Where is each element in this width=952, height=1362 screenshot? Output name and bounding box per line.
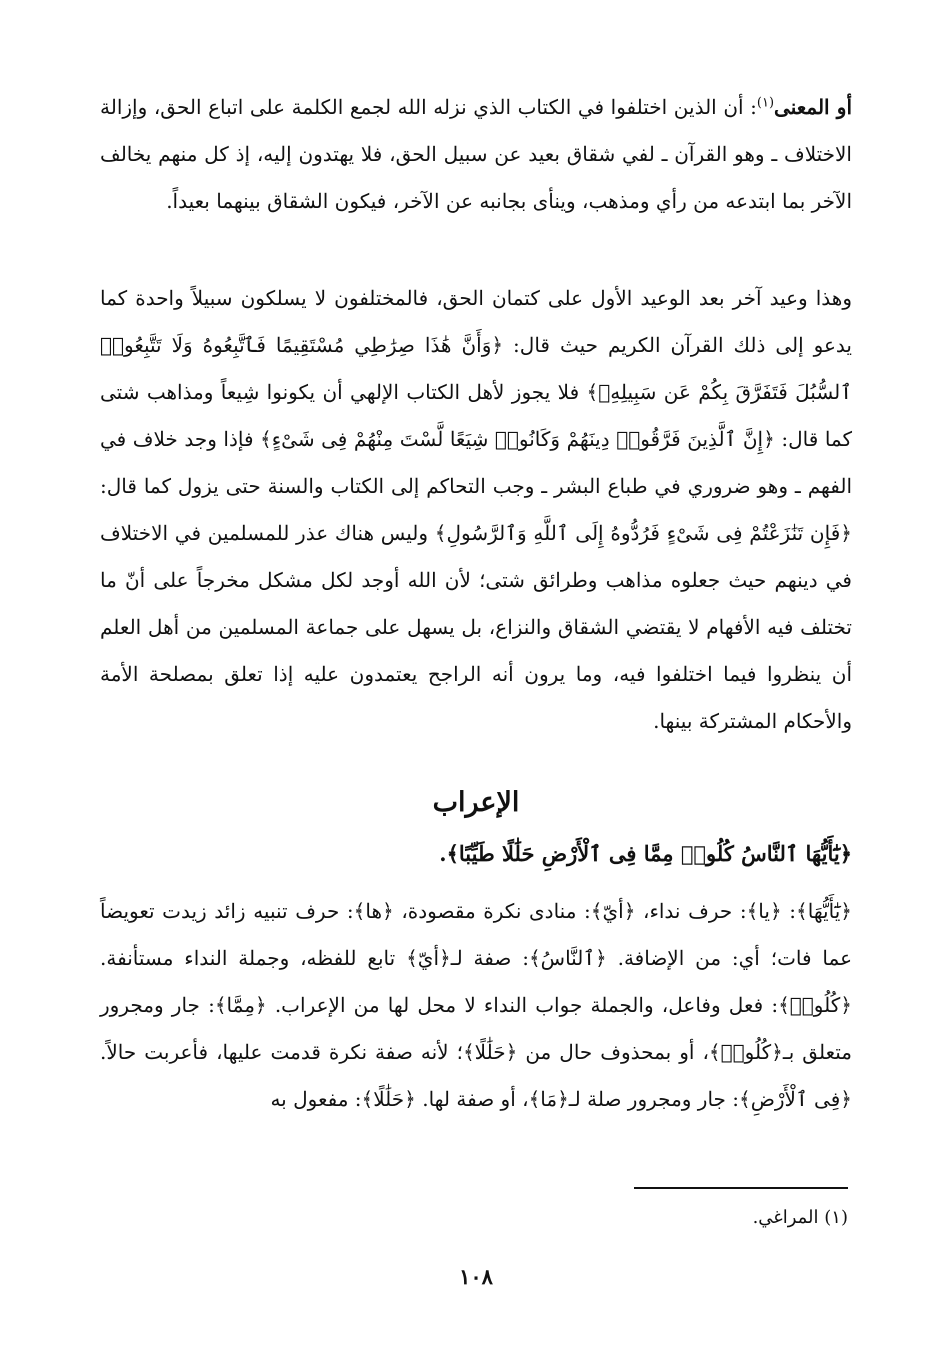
footnote-divider <box>634 1187 848 1189</box>
paragraph-1-lead: أو المعنى <box>774 95 852 119</box>
paragraph-3 <box>100 888 852 1123</box>
paragraph-1 <box>100 84 852 225</box>
paragraph-2 <box>100 275 852 745</box>
section-heading: الإعراب <box>432 787 520 818</box>
footnote: (١) المراغي. <box>752 1207 848 1228</box>
page-number: ١٠٨ <box>459 1264 493 1289</box>
footnote-marker: (١) <box>756 95 775 111</box>
verse-title: ﴿يَٰٓأَيُّهَا ٱلنَّاسُ كُلُوا۟ مِمَّا فِى ٱلْأَرْضِ حَلَٰلًا طَيِّبًا﴾. <box>439 841 852 866</box>
paragraph-3-body: ﴿يَٰٓأَيُّهَا﴾: ﴿يا﴾: حرف نداء، ﴿أيّ﴾: منادى نكرة مقصودة، ﴿ها﴾: حرف تنبيه زائد زيدت تعويضاً عما فات؛ أي: من الإضافة. ﴿ٱلنَّاسُ﴾: صفة لـ﴿أيّ﴾ تابع للفظه، وجملة النداء مستأنفة. ﴿كُلُوا۟﴾: فعل وفاعل، والجملة جواب النداء لا محل لها من الإعراب. ﴿مِمَّا﴾: جار ومجرور متعلق بـ﴿كُلُوا۟﴾، أو بمحذوف حال من ﴿حَلَٰلًا﴾؛ لأنه صفة نكرة قدمت عليها، فأعربت حالاً. ﴿فِى ٱلْأَرْضِ﴾: جار ومجرور صلة لـ﴿مَا﴾، أو صفة لها. ﴿حَلَٰلًا﴾: مفعول به <box>100 899 852 1111</box>
paragraph-2-body: وهذا وعيد آخر بعد الوعيد الأول على كتمان الحق، فالمختلفون لا يسلكون سبيلاً واحدة كما يدعو إلى ذلك القرآن الكريم حيث قال: ﴿وَأَنَّ هَٰذَا صِرَٰطِي مُسْتَقِيمًا فَٱتَّبِعُوهُ وَلَا تَتَّبِعُوا۟ ٱلسُّبُلَ فَتَفَرَّقَ بِكُمْ عَن سَبِيلِهِۦ﴾ فلا يجوز لأهل الكتاب الإلهي أن يكونوا شِيعاً ومذاهب شتى كما قال: ﴿إِنَّ ٱلَّذِينَ فَرَّقُوا۟ دِينَهُمْ وَكَانُوا۟ شِيَعًا لَّسْتَ مِنْهُمْ فِى شَىْءٍ﴾ فإذا وجد خلاف في الفهم ـ وهو ضروري في طباع البشر ـ وجب التحاكم إلى الكتاب والسنة حتى يزول كما قال: ﴿فَإِن تَنَٰزَعْتُمْ فِى شَىْءٍ فَرُدُّوهُ إِلَى ٱللَّهِ وَٱلرَّسُولِ﴾ وليس هناك عذر للمسلمين في الاختلاف في دينهم حيث جعلوه مذاهب وطرائق شتى؛ لأن الله أوجد لكل مشكل مخرجاً على أنّ ما تختلف فيه الأفهام لا يقتضي الشقاق والنزاع، بل يسهل على جماعة المسلمين من أهل العلم أن ينظروا فيما اختلفوا فيه، وما يرون أنه الراجح يعتمدون عليه إذا تعلق بمصلحة الأمة والأحكام المشتركة بينها. <box>100 286 852 733</box>
paragraph-1-body: : أن الذين اختلفوا في الكتاب الذي نزله الله لجمع الكلمة على اتباع الحق، وإزالة الاختلاف ـ وهو القرآن ـ لفي شقاق بعيد عن سبيل الحق، فلا يهتدون إليه، إذ كل منهم يخالف الآخر بما ابتدعه من رأي ومذهب، وينأى بجانبه عن الآخر، فيكون الشقاق بينهما بعيداً. <box>100 95 852 213</box>
